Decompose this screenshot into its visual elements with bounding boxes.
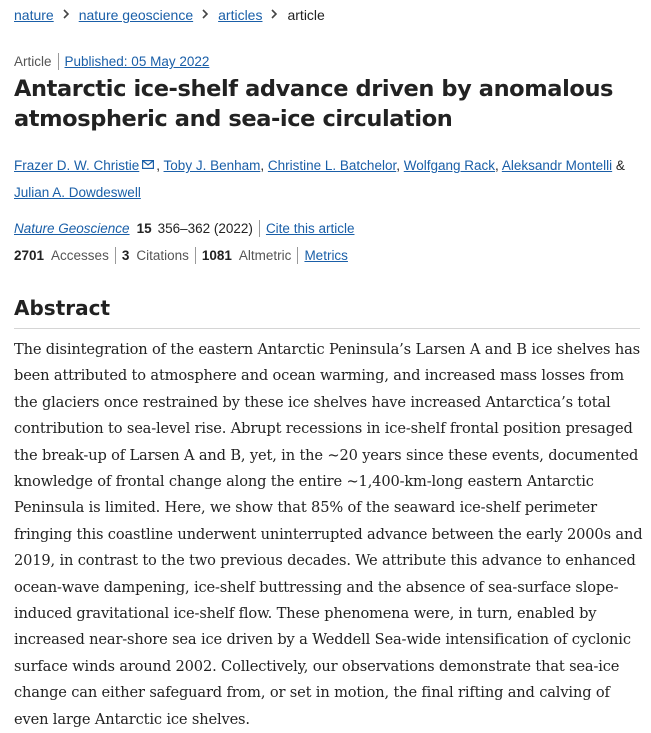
accesses-label: Accesses bbox=[51, 248, 109, 263]
author-separator: , bbox=[156, 158, 161, 173]
mail-icon[interactable] bbox=[142, 151, 154, 160]
journal-pages: 356–362 (2022) bbox=[157, 221, 253, 236]
citations-label: Citations bbox=[136, 248, 189, 263]
article-type: Article bbox=[14, 54, 52, 69]
divider bbox=[115, 247, 116, 264]
author-separator: , bbox=[260, 158, 265, 173]
article-metrics bbox=[14, 247, 348, 264]
divider bbox=[58, 53, 59, 70]
altmetric-count: 1081 bbox=[201, 248, 232, 263]
divider bbox=[195, 247, 196, 264]
chevron-right-icon bbox=[202, 6, 209, 24]
article-meta bbox=[14, 53, 209, 70]
chevron-right-icon bbox=[271, 6, 278, 24]
author-link[interactable]: Aleksandr Montelli bbox=[501, 158, 613, 173]
author-ampersand: & bbox=[615, 158, 625, 173]
divider bbox=[297, 247, 298, 264]
author-separator: , bbox=[396, 158, 400, 173]
author-link[interactable]: Julian A. Dowdeswell bbox=[14, 185, 141, 200]
citations-count: 3 bbox=[121, 248, 130, 263]
author-link[interactable]: Christine L. Batchelor bbox=[267, 158, 397, 173]
breadcrumb-nature-geoscience[interactable]: nature geoscience bbox=[78, 7, 194, 23]
breadcrumb-current: article bbox=[287, 7, 325, 23]
article-title: Antarctic ice-shelf advance driven by anomalous atmospheric and sea-ice circulation bbox=[14, 76, 614, 132]
author-link[interactable]: Frazer D. W. Christie bbox=[14, 158, 140, 173]
published-date-link[interactable]: Published: 05 May 2022 bbox=[64, 54, 210, 69]
journal-name-link[interactable]: Nature Geoscience bbox=[14, 221, 130, 236]
breadcrumb bbox=[14, 6, 325, 24]
author-link[interactable]: Toby J. Benham bbox=[163, 158, 261, 173]
cite-article-link[interactable]: Cite this article bbox=[265, 221, 355, 236]
chevron-right-icon bbox=[63, 6, 70, 24]
author-link[interactable]: Wolfgang Rack bbox=[403, 158, 496, 173]
altmetric-label: Altmetric bbox=[238, 248, 292, 263]
author-separator: , bbox=[495, 158, 499, 173]
breadcrumb-nature[interactable]: nature bbox=[14, 7, 54, 23]
breadcrumb-articles[interactable]: articles bbox=[218, 7, 263, 23]
metrics-link[interactable]: Metrics bbox=[304, 248, 348, 263]
journal-volume: 15 bbox=[136, 221, 152, 236]
accesses-count: 2701 bbox=[14, 248, 45, 263]
author-list bbox=[14, 151, 640, 206]
abstract-text: The disintegration of the eastern Antarctic Peninsula’s Larsen A and B ice shelves has been attributed to atmosphere and ocean warming, and increased mass losses from the glaciers once restrained by these ice shelves have increased Antarctica’s total contribution to sea-level rise. Abrupt recessions in ice-shelf frontal position presaged the break-up of Larsen A and B, yet, in the ~20 years since these events, documented knowledge of frontal change along the entire ~1,400-km-long eastern Antarctic Peninsula is limited. Here, we show that 85% of the seaward ice-shelf perimeter fringing this coastline underwent uninterrupted advance between the early 2000s and 2019, in contrast to the two previous decades. We attribute this advance to enhanced ocean-wave dampening, ice-shelf buttressing and the absence of sea-surface slope-induced gravitational ice-shelf flow. These phenomena were, in turn, enabled by increased near-shore sea ice driven by a Weddell Sea-wide intensification of cyclonic surface winds around 2002. Collectively, our observations demonstrate that sea-ice change can either safeguard from, or set in motion, the final rifting and calving of even large Antarctic ice shelves. bbox=[14, 341, 643, 728]
divider bbox=[259, 220, 260, 237]
abstract-heading: Abstract bbox=[14, 295, 640, 329]
journal-info bbox=[14, 220, 354, 237]
